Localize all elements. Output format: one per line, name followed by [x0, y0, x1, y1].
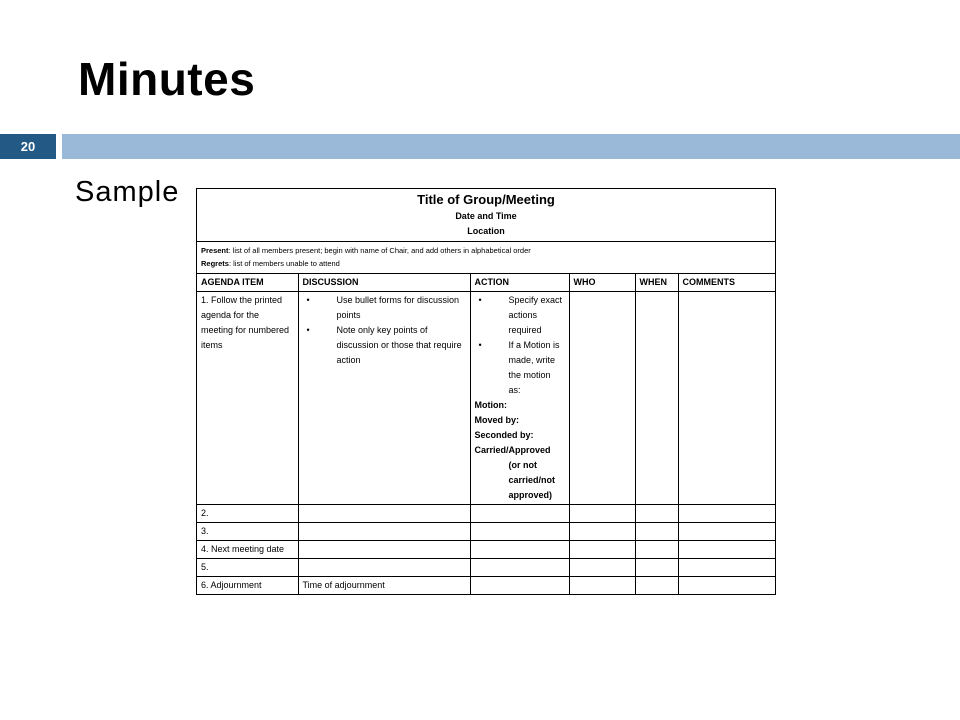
comments-cell — [678, 292, 775, 505]
seconded-by-label: Seconded by: — [474, 430, 534, 440]
agenda-cell: 2. — [197, 505, 298, 523]
action-bullet — [475, 293, 565, 338]
discussion-cell — [298, 505, 470, 523]
discussion-bullet — [303, 323, 466, 368]
present-label: Present — [201, 246, 229, 255]
action-cell — [470, 577, 569, 595]
table-row — [197, 292, 775, 505]
regrets-line — [201, 257, 771, 270]
agenda-grid — [197, 274, 775, 594]
who-cell — [569, 505, 635, 523]
slide-number-badge: 20 — [0, 134, 56, 159]
table-row — [197, 541, 775, 559]
comments-cell — [678, 505, 775, 523]
discussion-bullet-text: Use bullet forms for discussion points — [336, 295, 460, 320]
who-cell — [569, 577, 635, 595]
moved-by-label: Moved by: — [474, 415, 520, 425]
not-carried-note: (or not carried/not approved) — [508, 460, 556, 500]
column-header-row — [197, 274, 775, 292]
discussion-bullet-list — [303, 293, 466, 368]
action-cell — [470, 505, 569, 523]
discussion-cell — [298, 541, 470, 559]
action-cell — [470, 559, 569, 577]
comments-cell — [678, 559, 775, 577]
table-row — [197, 505, 775, 523]
comments-cell — [678, 541, 775, 559]
column-header-agenda-item: AGENDA ITEM — [197, 274, 298, 292]
action-bullet-text: Specify exact actions required — [508, 295, 563, 335]
agenda-cell: 3. — [197, 523, 298, 541]
when-cell — [635, 577, 678, 595]
agenda-cell: 6. Adjournment — [197, 577, 298, 595]
carried-label: Carried/Approved — [474, 445, 551, 455]
when-cell — [635, 523, 678, 541]
attendance-section — [197, 242, 775, 274]
discussion-bullet-text: Note only key points of discussion or those that require action — [336, 325, 462, 365]
column-header-comments: COMMENTS — [678, 274, 775, 292]
document-title: Title of Group/Meeting — [417, 192, 555, 207]
document-header — [197, 189, 775, 242]
when-cell — [635, 541, 678, 559]
location-label: Location — [467, 226, 505, 236]
table-row — [197, 559, 775, 577]
when-cell — [635, 505, 678, 523]
action-cell — [470, 541, 569, 559]
action-cell — [470, 523, 569, 541]
when-cell — [635, 292, 678, 505]
agenda-cell: 1. Follow the printed agenda for the meeting for numbered items — [197, 292, 298, 505]
agenda-cell: 4. Next meeting date — [197, 541, 298, 559]
table-row — [197, 523, 775, 541]
discussion-cell — [298, 523, 470, 541]
motion-label: Motion: — [474, 400, 507, 410]
when-cell — [635, 559, 678, 577]
discussion-cell — [298, 292, 470, 505]
who-cell — [569, 559, 635, 577]
who-cell — [569, 292, 635, 505]
action-bullet-list — [475, 293, 565, 398]
action-bullet — [475, 338, 565, 398]
sample-label: Sample — [75, 176, 180, 208]
who-cell — [569, 523, 635, 541]
discussion-cell: Time of adjournment — [298, 577, 470, 595]
bullet-icon: • — [478, 340, 482, 350]
discussion-cell — [298, 559, 470, 577]
date-time-label: Date and Time — [455, 211, 517, 221]
present-text: : list of all members present; begin with name of Chair, and add others in alphabetical order — [228, 246, 531, 255]
banner-bar — [62, 134, 960, 159]
column-header-discussion: DISCUSSION — [298, 274, 470, 292]
bullet-icon: • — [478, 295, 482, 305]
column-header-when: WHEN — [635, 274, 678, 292]
bullet-icon: • — [306, 325, 310, 335]
present-line — [201, 244, 771, 257]
minutes-template-table — [196, 188, 776, 595]
comments-cell — [678, 523, 775, 541]
comments-cell — [678, 577, 775, 595]
regrets-label: Regrets — [201, 259, 229, 268]
column-header-action: ACTION — [470, 274, 569, 292]
action-cell — [470, 292, 569, 505]
slide-title: Minutes — [78, 53, 256, 105]
column-header-who: WHO — [569, 274, 635, 292]
regrets-text: : list of members unable to attend — [228, 259, 340, 268]
bullet-icon: • — [306, 295, 310, 305]
action-bullet-text: If a Motion is made, write the motion as: — [508, 340, 560, 395]
table-row — [197, 577, 775, 595]
discussion-bullet — [303, 293, 466, 323]
agenda-cell: 5. — [197, 559, 298, 577]
who-cell — [569, 541, 635, 559]
